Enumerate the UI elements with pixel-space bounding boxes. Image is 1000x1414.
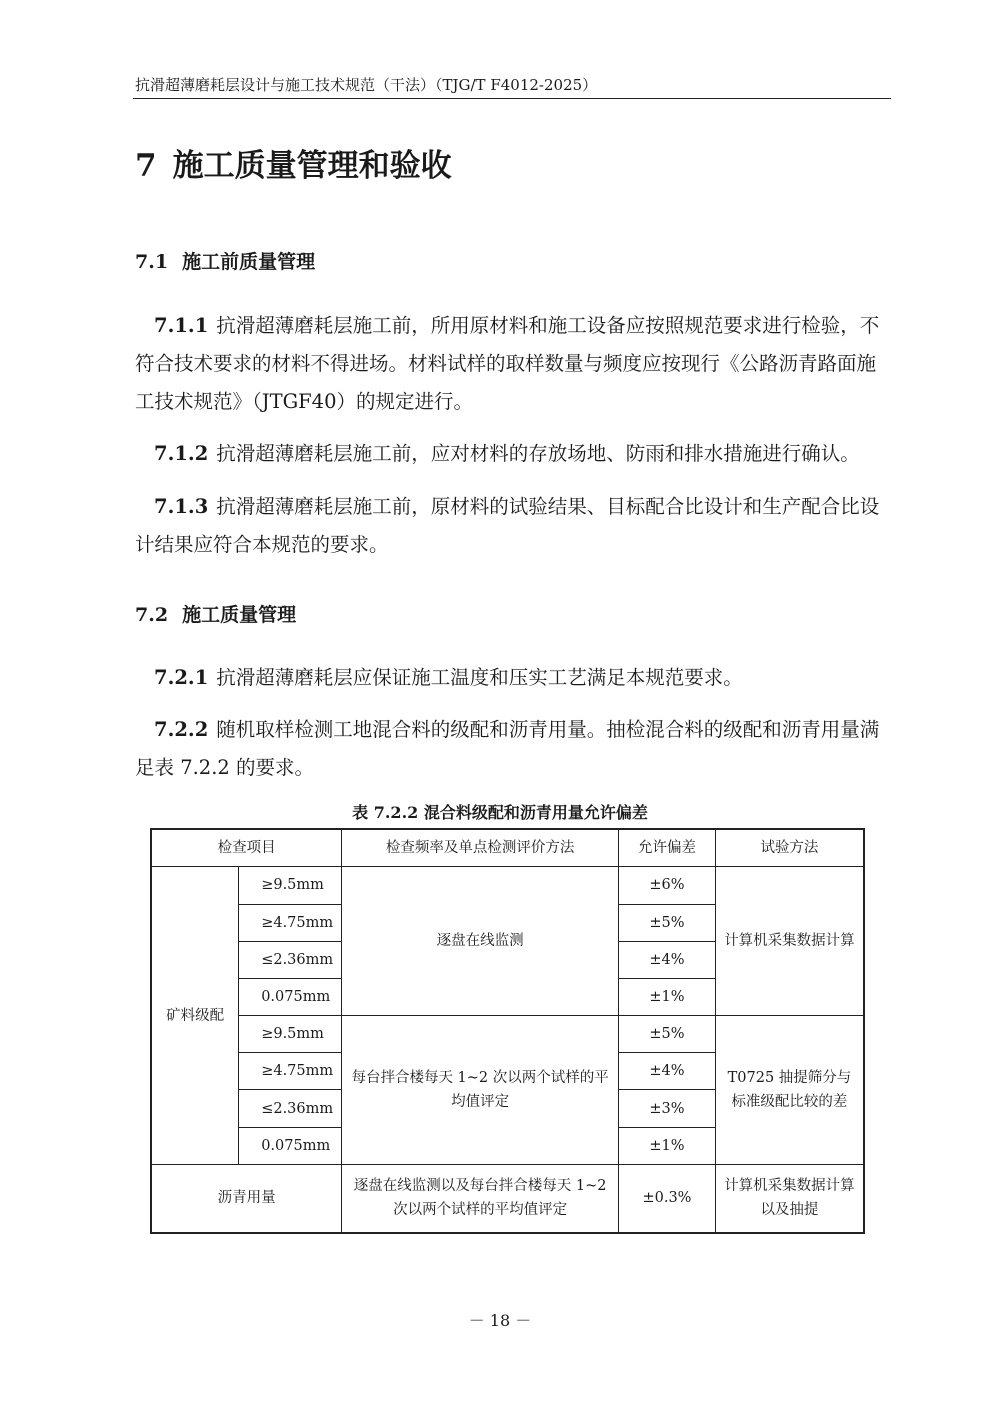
section-heading-7-2: [135, 600, 296, 627]
item-cell: 沥青用量: [151, 1164, 342, 1233]
clause-number: 7.1.3: [154, 495, 209, 518]
clause-text: 抗滑超薄磨耗层施工前，原材料的试验结果、目标配合比设计和生产配合比设计结果应符合本规范的要求。: [135, 495, 880, 556]
clause-7-2-2: [135, 711, 885, 787]
chapter-title: 施工质量管理和验收: [172, 148, 452, 184]
section-number: 7.1: [135, 251, 169, 273]
test-method-cell: T0725 抽提筛分与标准级配比较的差: [715, 1016, 864, 1165]
table-row-asphalt: [151, 1164, 864, 1233]
chapter-number: 7: [135, 148, 157, 184]
clause-number: 7.2.1: [154, 666, 209, 689]
clause-number: 7.1.1: [154, 314, 209, 337]
tolerance-cell: ±1%: [619, 978, 716, 1015]
sieve-cell: 0.075mm: [239, 1127, 342, 1164]
tolerance-cell: ±4%: [619, 941, 716, 978]
header-cell: 允许偏差: [619, 829, 716, 867]
table-header-row: [151, 829, 864, 867]
sieve-cell: ≥9.5mm: [239, 1016, 342, 1053]
method-cell: 逐盘在线监测: [342, 867, 619, 1016]
tolerance-cell: ±3%: [619, 1090, 716, 1127]
tolerance-cell: ±0.3%: [619, 1164, 716, 1233]
table-row: [151, 1016, 864, 1053]
table-row: [151, 867, 864, 904]
sieve-cell: ≤2.36mm: [239, 941, 342, 978]
header-cell: 检查项目: [151, 829, 342, 867]
section-title: 施工质量管理: [182, 604, 297, 626]
clause-text: 抗滑超薄磨耗层应保证施工温度和压实工艺满足本规范要求。: [216, 666, 743, 689]
section-heading-7-1: [135, 247, 315, 274]
test-method-cell: 计算机采集数据计算: [715, 867, 864, 1016]
sieve-cell: ≤2.36mm: [239, 1090, 342, 1127]
clause-text: 抗滑超薄磨耗层施工前，所用原材料和施工设备应按照规范要求进行检验，不符合技术要求的材料不得进场。材料试样的取样数量与频度应按现行《公路沥青路面施工技术规范》（JTGF40）的规定进行。: [135, 314, 880, 413]
table-caption: 表 7.2.2 混合料级配和沥青用量允许偏差: [352, 803, 648, 822]
tolerance-cell: ±5%: [619, 904, 716, 941]
tolerance-cell: ±4%: [619, 1053, 716, 1090]
sieve-cell: ≥4.75mm: [239, 1053, 342, 1090]
tolerance-cell: ±6%: [619, 867, 716, 904]
chapter-heading: [135, 140, 452, 185]
tolerance-cell: ±5%: [619, 1016, 716, 1053]
method-cell: 逐盘在线监测以及每台拌合楼每天 1~2 次以两个试样的平均值评定: [342, 1164, 619, 1233]
header-cell: 检查频率及单点检测评价方法: [342, 829, 619, 867]
tolerance-cell: ±1%: [619, 1127, 716, 1164]
tolerance-table: [150, 828, 865, 1234]
sieve-cell: ≥4.75mm: [239, 904, 342, 941]
clause-number: 7.1.2: [154, 442, 209, 465]
clause-7-1-2: [135, 435, 885, 473]
page-number: － 18 －: [468, 1311, 532, 1330]
clause-7-2-1: [135, 659, 885, 697]
clause-number: 7.2.2: [154, 718, 209, 741]
sieve-cell: ≥9.5mm: [239, 867, 342, 904]
clause-7-1-3: [135, 488, 885, 564]
header-text: 抗滑超薄磨耗层设计与施工技术规范（干法）（TJG/T F4012-2025）: [135, 76, 598, 94]
section-title: 施工前质量管理: [182, 251, 316, 273]
clause-7-1-1: [135, 307, 885, 421]
section-number: 7.2: [135, 604, 169, 626]
method-cell: 每台拌合楼每天 1~2 次以两个试样的平均值评定: [342, 1016, 619, 1165]
sieve-cell: 0.075mm: [239, 978, 342, 1015]
test-method-cell: 计算机采集数据计算以及抽提: [715, 1164, 864, 1233]
clause-text: 抗滑超薄磨耗层施工前，应对材料的存放场地、防雨和排水措施进行确认。: [216, 442, 860, 465]
header-cell: 试验方法: [715, 829, 864, 867]
clause-text: 随机取样检测工地混合料的级配和沥青用量。抽检混合料的级配和沥青用量满足表 7.2.2 的要求。: [135, 718, 880, 779]
running-header: [133, 72, 891, 99]
group-label-cell: 矿料级配: [151, 867, 239, 1165]
